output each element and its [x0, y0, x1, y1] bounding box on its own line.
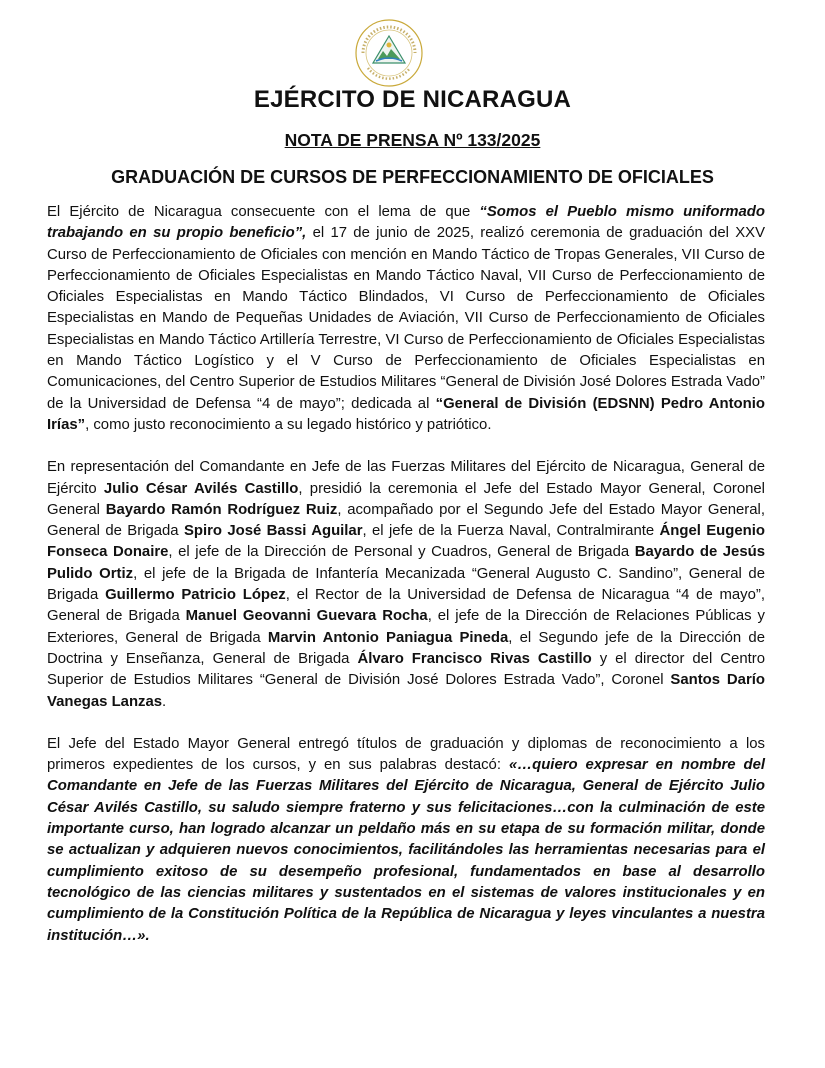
text-segment: , el jefe de la Dirección de Relaciones Públicas y Exteriores, General de Brigada: [47, 608, 765, 646]
text-segment: , el Segundo jefe de la Dirección de Doctrina y Enseñanza, General de Brigada: [47, 629, 765, 667]
official-name: Santos Darío Vanegas Lanzas: [47, 672, 765, 710]
text-segment: El Ejército de Nicaragua consecuente con el lema de que: [47, 204, 480, 220]
official-name: Marvin Antonio Paniagua Pineda: [267, 629, 509, 646]
text-segment: En representación del Comandante en Jefe de las Fuerzas Militares del Ejército de Nicaragua, General de Ejército: [47, 459, 765, 497]
text-segment: El Jefe del Estado Mayor General entregó títulos de graduación y diplomas de reconocimiento a los primeros expedientes de los cursos, y en sus palabras destacó:: [47, 735, 765, 774]
paragraph-speech: [47, 734, 765, 947]
paragraph-ceremony: [47, 202, 765, 436]
official-name: Manuel Geovanni Guevara Rocha: [185, 608, 428, 625]
text-segment: , el jefe de la Dirección de Personal y Cuadros, General de Brigada: [168, 544, 635, 561]
organization-title: EJÉRCITO DE NICARAGUA: [253, 86, 572, 113]
official-name: Guillermo Patricio López: [105, 587, 286, 604]
motto-quote: “Somos el Pueblo mismo uniformado trabajando en su propio beneficio”,: [47, 204, 765, 242]
text-segment: , presidió la ceremonia el Jefe del Estado Mayor General, Coronel General: [47, 480, 765, 518]
text-segment: , como justo reconocimiento a su legado histórico y patriótico.: [85, 416, 492, 433]
dedication-name: “General de División (EDSNN) Pedro Antonio Irías”: [47, 395, 765, 433]
official-name: Álvaro Francisco Rivas Castillo: [357, 650, 592, 667]
text-segment: , el jefe de la Fuerza Naval, Contralmirante: [362, 523, 660, 540]
text-segment: .: [162, 693, 167, 710]
official-name: Bayardo de Jesús Pulido Ortiz: [47, 544, 766, 582]
press-headline: GRADUACIÓN DE CURSOS DE PERFECCIONAMIENTO DE OFICIALES: [111, 167, 714, 187]
speech-quote: «…quiero expresar en nombre del Comandante en Jefe de las Fuerzas Militares del Ejército de Nicaragua, General de Ejército Julio César Avilés Castillo, su saludo siempre fraterno y sus felicitaciones…con la culminación de este importante curso, han logrado alcanzar un peldaño más en su etapa de su formación militar, donde se actualizan y adquieren nuevos conocimientos, facilitándoles las herramientas necesarias para el cumplimiento exitoso de su desempeño profesional, fundamentados en base al desarrollo tecnológico de las ciencias militares y sustentados en el sistemas de valores institucionales y en cumplimiento de la Constitución Política de la República de Nicaragua y leyes vinculantes a nuestra institución…».: [47, 757, 766, 944]
coat-of-arms-seal-icon: [354, 18, 424, 88]
official-name: Bayardo Ramón Rodríguez Ruiz: [105, 501, 338, 518]
text-segment: el 17 de junio de 2025, realizó ceremonia de graduación del XXV Curso de Perfeccionamiento de Oficiales con mención en Mando Táctico de Tropas Generales, VII Curso de Perfeccionamiento de Oficiales Especialistas en Mando Táctico Naval, VII Curso de Perfeccionamiento de Oficiales Especialistas en Mando Táctico Blindados, VI Curso de Perfeccionamiento de Oficiales Especialistas en Mando de Pequeñas Unidades de Aviación, VII Curso de Perfeccionamiento de Oficiales Especialistas en Mando Táctico Artillería Terrestre, VI Curso de Perfeccionamiento de Oficiales Especialistas en Mando Táctico Logístico y el V Curso de Perfeccionamiento de Oficiales Especialistas en Comunicaciones, del Centro Superior de Estudios Militares “General de División José Dolores Estrada Vado” de la Universidad de Defensa “4 de mayo”; dedicada al: [47, 225, 765, 412]
text-segment: , acompañado por el Segundo Jefe del Estado Mayor General, General de Brigada: [47, 501, 765, 540]
official-name: Spiro José Bassi Aguilar: [183, 523, 363, 540]
press-note-number: NOTA DE PRENSA Nº 133/2025: [284, 130, 541, 150]
text-segment: , el Rector de la Universidad de Defensa de Nicaragua “4 de mayo”, General de Brigada: [47, 587, 765, 625]
text-segment: y el director del Centro Superior de Estudios Militares “General de División José Dolores Estrada Vado”, Coronel: [47, 650, 765, 689]
paragraph-authorities: [47, 457, 765, 713]
official-name: Ángel Eugenio Fonseca Donaire: [47, 523, 765, 561]
text-segment: , el jefe de la Brigada de Infantería Mecanizada “General Augusto C. Sandino”, General de Brigada: [47, 565, 765, 604]
official-name: Julio César Avilés Castillo: [103, 480, 299, 497]
press-body: [47, 202, 765, 968]
